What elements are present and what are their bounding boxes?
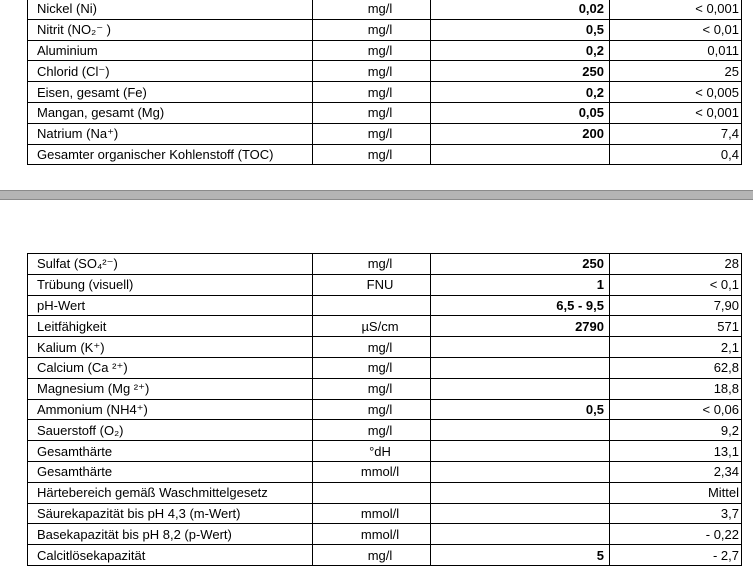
measured-value: < 0,1 [610, 274, 742, 295]
table-row [28, 378, 742, 399]
limit-value: 0,5 [431, 19, 610, 40]
limit-value: 0,2 [431, 40, 610, 61]
measured-value: 28 [610, 254, 742, 275]
table-row [28, 123, 742, 144]
measured-value: 62,8 [610, 357, 742, 378]
unit: mg/l [313, 123, 431, 144]
parameter-name: Trübung (visuell) [28, 274, 313, 295]
limit-value [431, 461, 610, 482]
parameter-name: Gesamthärte [28, 441, 313, 462]
measured-value: < 0,06 [610, 399, 742, 420]
measured-value: 9,2 [610, 420, 742, 441]
limit-value [431, 441, 610, 462]
measured-value: < 0,005 [610, 82, 742, 103]
unit: mg/l [313, 378, 431, 399]
table-row [28, 399, 742, 420]
table-row [28, 295, 742, 316]
parameter-name: Sauerstoff (O₂) [28, 420, 313, 441]
unit: mg/l [313, 254, 431, 275]
limit-value: 1 [431, 274, 610, 295]
table-row [28, 337, 742, 358]
table-row [28, 420, 742, 441]
limit-value [431, 524, 610, 545]
table-body [28, 0, 742, 165]
unit [313, 482, 431, 503]
parameter-name: Härtebereich gemäß Waschmittelgesetz [28, 482, 313, 503]
parameter-name: Natrium (Na⁺) [28, 123, 313, 144]
limit-value: 0,05 [431, 102, 610, 123]
parameter-name: Calcitlösekapazität [28, 545, 313, 566]
parameter-name: Nickel (Ni) [28, 0, 313, 19]
table-row [28, 274, 742, 295]
parameter-name: pH-Wert [28, 295, 313, 316]
table-row [28, 441, 742, 462]
unit: µS/cm [313, 316, 431, 337]
measured-value: 3,7 [610, 503, 742, 524]
table-row [28, 482, 742, 503]
limit-value: 250 [431, 61, 610, 82]
parameter-name: Magnesium (Mg ²⁺) [28, 378, 313, 399]
unit: mg/l [313, 61, 431, 82]
parameter-name: Chlorid (Cl⁻) [28, 61, 313, 82]
unit: mmol/l [313, 503, 431, 524]
unit: mg/l [313, 102, 431, 123]
unit: mg/l [313, 420, 431, 441]
measured-value: < 0,001 [610, 0, 742, 19]
table-row [28, 144, 742, 165]
limit-value [431, 144, 610, 165]
unit: mg/l [313, 144, 431, 165]
unit [313, 295, 431, 316]
unit: mg/l [313, 40, 431, 61]
table-row [28, 102, 742, 123]
parameter-name: Mangan, gesamt (Mg) [28, 102, 313, 123]
parameter-name: Sulfat (SO₄²⁻) [28, 254, 313, 275]
unit: mg/l [313, 545, 431, 566]
parameter-name: Basekapazität bis pH 8,2 (p-Wert) [28, 524, 313, 545]
measured-value: - 0,22 [610, 524, 742, 545]
unit: mmol/l [313, 461, 431, 482]
parameter-name: Calcium (Ca ²⁺) [28, 357, 313, 378]
table-row [28, 82, 742, 103]
unit: mg/l [313, 337, 431, 358]
measured-value: Mittel [610, 482, 742, 503]
measured-value: 7,4 [610, 123, 742, 144]
unit: mg/l [313, 82, 431, 103]
unit: mg/l [313, 0, 431, 19]
unit: mg/l [313, 357, 431, 378]
table-row [28, 19, 742, 40]
table-row [28, 316, 742, 337]
table-row [28, 503, 742, 524]
table-row [28, 461, 742, 482]
parameter-name: Leitfähigkeit [28, 316, 313, 337]
page-divider [0, 190, 753, 200]
limit-value: 250 [431, 254, 610, 275]
measured-value: - 2,7 [610, 545, 742, 566]
measured-value: 0,011 [610, 40, 742, 61]
water-analysis-table-2 [27, 253, 742, 566]
limit-value: 6,5 - 9,5 [431, 295, 610, 316]
measured-value: 25 [610, 61, 742, 82]
table-row [28, 61, 742, 82]
unit: mg/l [313, 399, 431, 420]
limit-value [431, 420, 610, 441]
parameter-name: Ammonium (NH4⁺) [28, 399, 313, 420]
measured-value: < 0,01 [610, 19, 742, 40]
table-body [28, 254, 742, 566]
limit-value [431, 482, 610, 503]
measured-value: 0,4 [610, 144, 742, 165]
limit-value [431, 357, 610, 378]
measured-value: 7,90 [610, 295, 742, 316]
table-row [28, 357, 742, 378]
limit-value: 200 [431, 123, 610, 144]
measured-value: 18,8 [610, 378, 742, 399]
parameter-name: Gesamthärte [28, 461, 313, 482]
measured-value: 571 [610, 316, 742, 337]
table-row [28, 524, 742, 545]
table-row [28, 254, 742, 275]
unit: mg/l [313, 19, 431, 40]
measured-value: < 0,001 [610, 102, 742, 123]
unit: °dH [313, 441, 431, 462]
parameter-name: Säurekapazität bis pH 4,3 (m-Wert) [28, 503, 313, 524]
table-row [28, 0, 742, 19]
limit-value: 0,02 [431, 0, 610, 19]
unit: FNU [313, 274, 431, 295]
measured-value: 13,1 [610, 441, 742, 462]
parameter-name: Eisen, gesamt (Fe) [28, 82, 313, 103]
parameter-name: Nitrit (NO₂⁻ ) [28, 19, 313, 40]
parameter-name: Aluminium [28, 40, 313, 61]
parameter-name: Kalium (K⁺) [28, 337, 313, 358]
water-analysis-table-1 [27, 0, 742, 165]
measured-value: 2,34 [610, 461, 742, 482]
limit-value: 5 [431, 545, 610, 566]
limit-value: 0,2 [431, 82, 610, 103]
table-row [28, 545, 742, 566]
limit-value [431, 337, 610, 358]
table-row [28, 40, 742, 61]
measured-value: 2,1 [610, 337, 742, 358]
limit-value: 0,5 [431, 399, 610, 420]
limit-value: 2790 [431, 316, 610, 337]
limit-value [431, 378, 610, 399]
unit: mmol/l [313, 524, 431, 545]
limit-value [431, 503, 610, 524]
parameter-name: Gesamter organischer Kohlenstoff (TOC) [28, 144, 313, 165]
